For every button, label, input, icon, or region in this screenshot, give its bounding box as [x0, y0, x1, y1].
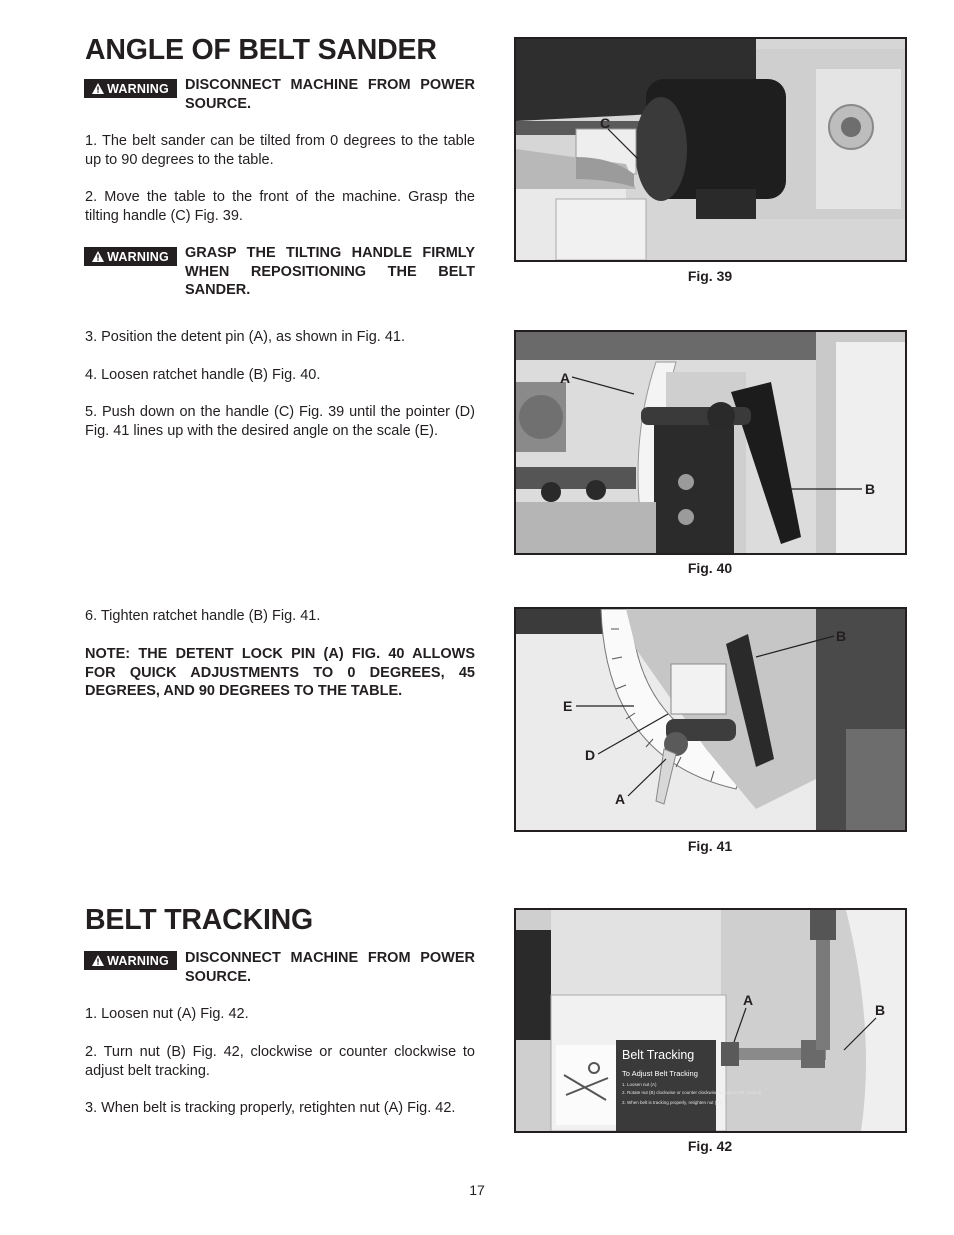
fig39-label-c: C: [600, 115, 611, 131]
fig41-label-d: D: [585, 747, 596, 763]
fig41-label-e: E: [563, 698, 573, 714]
page-number: 17: [469, 1182, 485, 1198]
warning-disconnect-power: DISCONNECT MACHINE FROM POWER SOURCE.: [185, 77, 475, 112]
figure-39-photo: [514, 37, 907, 262]
decal-line-1: 1. Loosen nut (A): [622, 1082, 657, 1087]
warning-badge: [84, 247, 177, 266]
decal-line-3: 3. When belt is tracking properly, retighten nut (A): [622, 1100, 721, 1105]
fig40-label-a: A: [560, 370, 571, 386]
note-detent-lock-pin: NOTE: THE DETENT LOCK PIN (A) FIG. 40 ALLOWS FOR QUICK ADJUSTMENTS TO 0 DEGREES, 45 DEGREES, AND 90 DEGREES TO THE TABLE.: [85, 646, 475, 699]
figure-40-caption: Fig. 40: [687, 560, 733, 576]
fig41-label-b: B: [836, 628, 847, 644]
decal-line-2: 2. Rotate nut (B) clockwise or counter clockwise to adjust belt tracking: [622, 1090, 762, 1095]
figure-39-caption: Fig. 39: [687, 268, 733, 284]
warning-triangle-icon: [92, 251, 104, 262]
step-2-move-table: 2. Move the table to the front of the machine. Grasp the tilting handle (C) Fig. 39.: [85, 189, 475, 224]
figure-42-photo: [514, 908, 907, 1133]
step-6-tighten-handle: 6. Tighten ratchet handle (B) Fig. 41.: [85, 608, 321, 624]
section-heading-angle-of-belt-sander: ANGLE OF BELT SANDER: [85, 34, 437, 66]
section-heading-belt-tracking: BELT TRACKING: [85, 904, 314, 936]
fig42-label-b: B: [875, 1002, 886, 1018]
figure-40-photo: [514, 330, 907, 555]
fig41-label-a: A: [615, 791, 626, 807]
warning-badge-label: WARNING: [107, 953, 169, 968]
step-4-loosen-handle: 4. Loosen ratchet handle (B) Fig. 40.: [85, 367, 321, 383]
warning-disconnect-power: DISCONNECT MACHINE FROM POWER SOURCE.: [185, 950, 475, 985]
warning-badge: [84, 951, 177, 970]
tracking-step-3: 3. When belt is tracking properly, retighten nut (A) Fig. 42.: [85, 1100, 456, 1116]
warning-badge: [84, 79, 177, 98]
decal-title: Belt Tracking: [622, 1048, 695, 1062]
figure-41-photo: [514, 607, 907, 832]
tracking-step-2: 2. Turn nut (B) Fig. 42, clockwise or counter clockwise to adjust belt tracking.: [85, 1044, 475, 1079]
figure-41-caption: Fig. 41: [687, 838, 733, 854]
step-5-push-handle: 5. Push down on the handle (C) Fig. 39 until the pointer (D) Fig. 41 lines up with the desired angle on the scale (E).: [85, 404, 475, 439]
decal-subtitle: To Adjust Belt Tracking: [622, 1069, 698, 1078]
warning-badge-label: WARNING: [107, 81, 169, 96]
fig40-label-b: B: [865, 481, 876, 497]
tracking-step-1: 1. Loosen nut (A) Fig. 42.: [85, 1006, 249, 1022]
step-3-detent-pin: 3. Position the detent pin (A), as shown in Fig. 41.: [85, 329, 405, 345]
warning-triangle-icon: [92, 83, 104, 94]
warning-grasp-handle: GRASP THE TILTING HANDLE FIRMLY WHEN REPOSITIONING THE BELT SANDER.: [185, 245, 475, 298]
fig42-label-a: A: [743, 992, 754, 1008]
step-1-tilt-range: 1. The belt sander can be tilted from 0 degrees to the table up to 90 degrees to the table.: [85, 133, 475, 168]
warning-badge-label: WARNING: [107, 249, 169, 264]
warning-triangle-icon: [92, 955, 104, 966]
figure-42-caption: Fig. 42: [687, 1138, 733, 1154]
